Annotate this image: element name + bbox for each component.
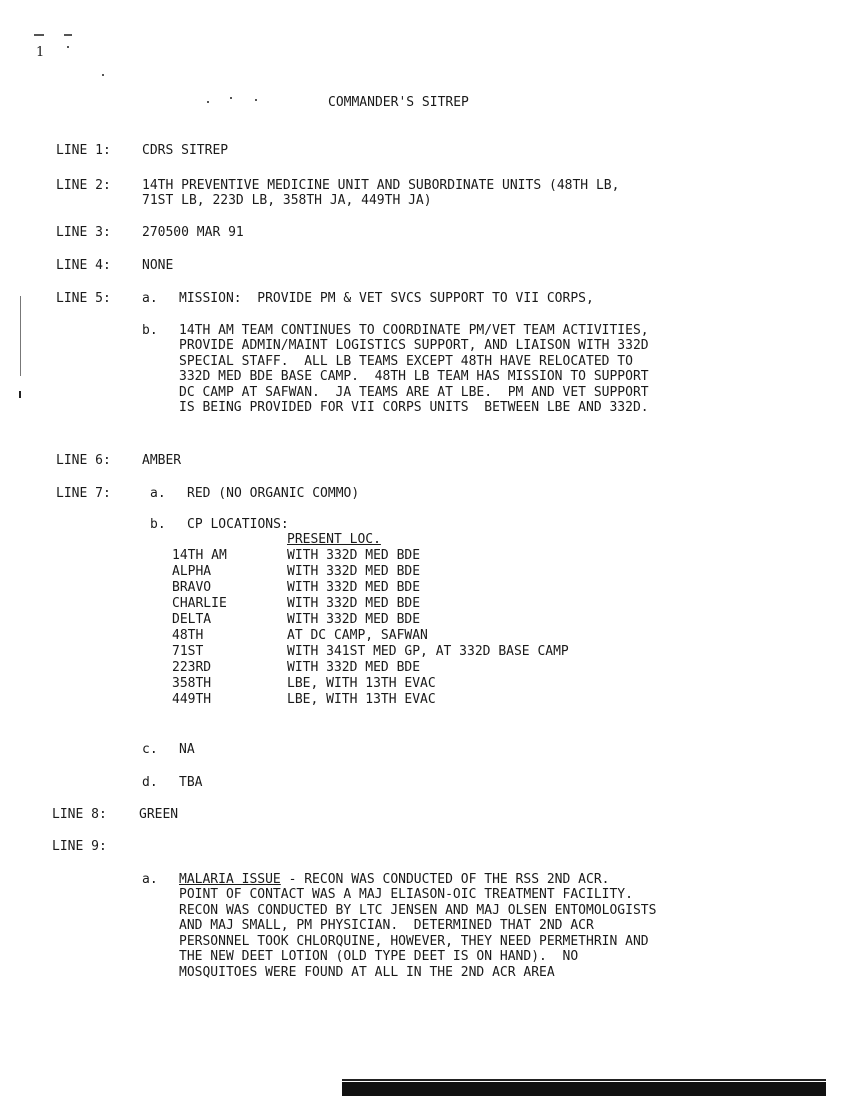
line-4-label: LINE 4:: [56, 258, 111, 273]
line-2-text: 71ST LB, 223D LB, 358TH JA, 449TH JA): [142, 193, 432, 208]
line-3-text: 270500 MAR 91: [142, 225, 244, 240]
item-letter: a.: [142, 291, 158, 306]
table-location: WITH 332D MED BDE: [287, 564, 421, 579]
line-2-label: LINE 2:: [56, 178, 111, 193]
table-unit: 449TH: [172, 692, 212, 707]
line-1-text: CDRS SITREP: [142, 143, 229, 158]
item-letter: a.: [142, 872, 158, 887]
item-letter: c.: [142, 742, 158, 757]
line-5-b-text: PROVIDE ADMIN/MAINT LOGISTICS SUPPORT, AND LIAISON WITH 332D: [179, 338, 649, 353]
scan-speck: [102, 74, 104, 76]
page-mark: 1: [36, 45, 45, 60]
line-4-text: NONE: [142, 258, 174, 273]
margin-rule: [20, 296, 21, 376]
line-5-b-text: 332D MED BDE BASE CAMP. 48TH LB TEAM HAS MISSION TO SUPPORT: [179, 369, 649, 384]
scan-speck: [207, 101, 209, 103]
table-location: LBE, WITH 13TH EVAC: [287, 676, 436, 691]
table-location: WITH 332D MED BDE: [287, 660, 421, 675]
table-location: WITH 332D MED BDE: [287, 612, 421, 627]
line-2-text: 14TH PREVENTIVE MEDICINE UNIT AND SUBORDINATE UNITS (48TH LB,: [142, 178, 620, 193]
scan-speck: [255, 99, 257, 101]
table-unit: 71ST: [172, 644, 204, 659]
line-5-label: LINE 5:: [56, 291, 111, 306]
line-5-b-text: DC CAMP AT SAFWAN. JA TEAMS ARE AT LBE. PM AND VET SUPPORT: [179, 385, 649, 400]
line-9-a-first: [179, 872, 609, 887]
scan-speck: [34, 34, 44, 36]
line-7-a-text: RED (NO ORGANIC COMMO): [187, 486, 360, 501]
table-location: WITH 332D MED BDE: [287, 580, 421, 595]
item-letter: b.: [150, 517, 166, 532]
item-letter: a.: [150, 486, 166, 501]
line-9-a-text: PERSONNEL TOOK CHLORQUINE, HOWEVER, THEY NEED PERMETHRIN AND: [179, 934, 649, 949]
table-unit: 223RD: [172, 660, 212, 675]
scan-speck: [67, 46, 69, 48]
table-unit: 14TH AM: [172, 548, 227, 563]
line-6-text: AMBER: [142, 453, 182, 468]
line-1-label: LINE 1:: [56, 143, 111, 158]
table-location: WITH 332D MED BDE: [287, 596, 421, 611]
malaria-issue-heading: MALARIA ISSUE: [179, 872, 281, 887]
line-7-label: LINE 7:: [56, 486, 111, 501]
item-letter: d.: [142, 775, 158, 790]
line-5-b-text: SPECIAL STAFF. ALL LB TEAMS EXCEPT 48TH HAVE RELOCATED TO: [179, 354, 633, 369]
table-location: LBE, WITH 13TH EVAC: [287, 692, 436, 707]
table-location: WITH 332D MED BDE: [287, 548, 421, 563]
line-7-d-text: TBA: [179, 775, 203, 790]
line-9-a-text: RECON WAS CONDUCTED BY LTC JENSEN AND MAJ OLSEN ENTOMOLOGISTS: [179, 903, 657, 918]
line-9-a-text: MOSQUITOES WERE FOUND AT ALL IN THE 2ND ACR AREA: [179, 965, 555, 980]
table-location: AT DC CAMP, SAFWAN: [287, 628, 428, 643]
item-letter: b.: [142, 323, 158, 338]
scan-edge-bar: [342, 1082, 826, 1096]
scan-edge-line: [342, 1079, 826, 1081]
scan-speck: [230, 97, 232, 99]
line-9-a-text: THE NEW DEET LOTION (OLD TYPE DEET IS ON HAND). NO: [179, 949, 579, 964]
table-unit: ALPHA: [172, 564, 212, 579]
line-6-label: LINE 6:: [56, 453, 111, 468]
table-unit: 48TH: [172, 628, 204, 643]
document-title: COMMANDER'S SITREP: [328, 95, 469, 110]
table-header: PRESENT LOC.: [287, 532, 381, 547]
scan-speck: [64, 34, 72, 36]
line-3-label: LINE 3:: [56, 225, 111, 240]
line-8-text: GREEN: [139, 807, 179, 822]
table-unit: DELTA: [172, 612, 212, 627]
margin-speck: [19, 391, 21, 398]
line-9-a-first-text: - RECON WAS CONDUCTED OF THE RSS 2ND ACR.: [280, 872, 610, 887]
line-9-a-text: AND MAJ SMALL, PM PHYSICIAN. DETERMINED THAT 2ND ACR: [179, 918, 594, 933]
table-location: WITH 341ST MED GP, AT 332D BASE CAMP: [287, 644, 569, 659]
line-5-b-text: IS BEING PROVIDED FOR VII CORPS UNITS BETWEEN LBE AND 332D.: [179, 400, 649, 415]
line-7-c-text: NA: [179, 742, 195, 757]
line-5-b-text: 14TH AM TEAM CONTINUES TO COORDINATE PM/VET TEAM ACTIVITIES,: [179, 323, 649, 338]
line-7-b-text: CP LOCATIONS:: [187, 517, 289, 532]
line-9-a-text: POINT OF CONTACT WAS A MAJ ELIASON-OIC TREATMENT FACILITY.: [179, 887, 633, 902]
line-8-label: LINE 8:: [52, 807, 107, 822]
table-unit: CHARLIE: [172, 596, 227, 611]
line-9-label: LINE 9:: [52, 839, 107, 854]
table-unit: BRAVO: [172, 580, 212, 595]
table-unit: 358TH: [172, 676, 212, 691]
line-5-mission: MISSION: PROVIDE PM & VET SVCS SUPPORT TO VII CORPS,: [179, 291, 594, 306]
